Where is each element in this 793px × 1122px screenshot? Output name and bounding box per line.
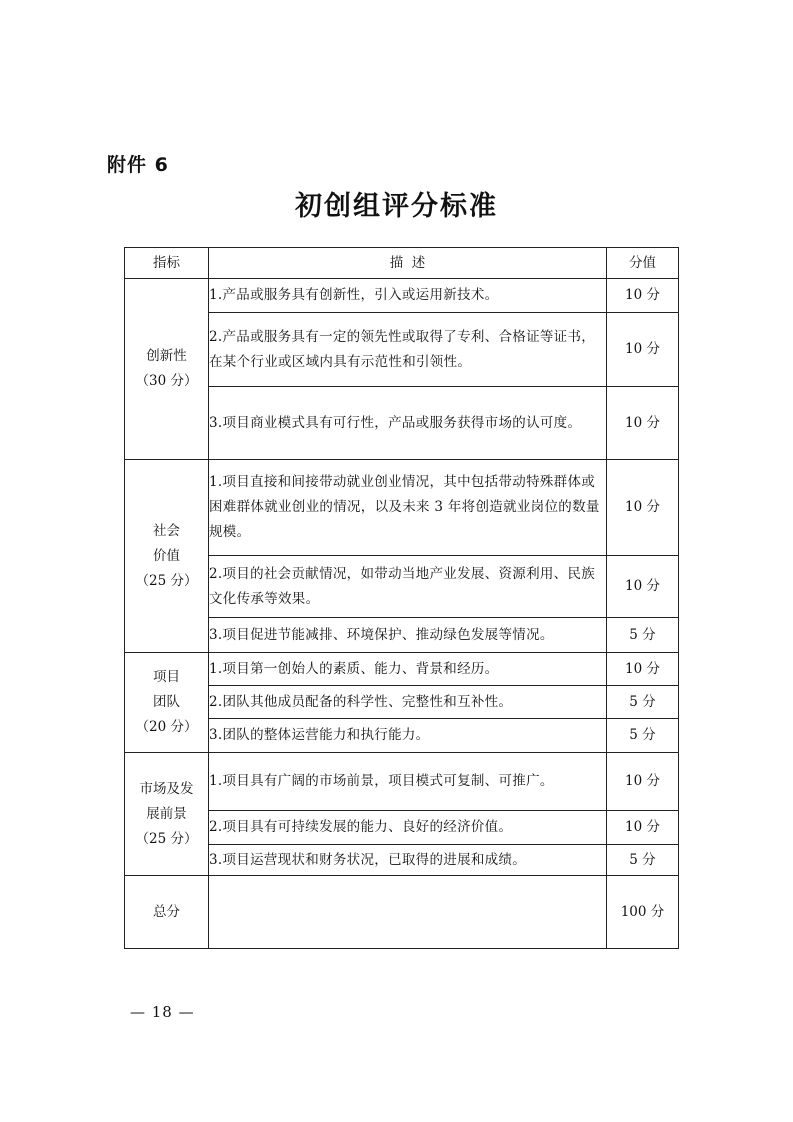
category-line: （25 分） <box>135 830 198 847</box>
table-header-row <box>125 248 679 279</box>
criterion-score: 10 分 <box>607 653 679 686</box>
criterion-description: 1.产品或服务具有创新性，引入或运用新技术。 <box>209 279 607 313</box>
category-line: 价值 <box>153 547 180 564</box>
category-line: 社会 <box>153 522 180 539</box>
criterion-score: 10 分 <box>607 753 679 811</box>
criterion-score: 10 分 <box>607 460 679 556</box>
criterion-description: 1.项目第一创始人的素质、能力、背景和经历。 <box>209 653 607 686</box>
criterion-score: 5 分 <box>607 719 679 753</box>
total-row <box>125 876 679 949</box>
category-line: 项目 <box>153 669 180 685</box>
criterion-score: 5 分 <box>607 845 679 876</box>
criterion-description: 2.产品或服务具有一定的领先性或取得了专利、合格证等证书，在某个行业或区域内具有示范性和引领性。 <box>209 313 607 387</box>
criterion-score: 10 分 <box>607 279 679 313</box>
table-row <box>125 753 679 811</box>
category-market-prospects <box>125 753 209 876</box>
table-row <box>125 618 679 653</box>
criterion-description: 1.项目具有广阔的市场前景，项目模式可复制、可推广。 <box>209 753 607 811</box>
category-social-value <box>125 460 209 653</box>
criterion-score: 5 分 <box>607 618 679 653</box>
criterion-description: 3.团队的整体运营能力和执行能力。 <box>209 719 607 753</box>
category-line: 创新性 <box>146 348 187 364</box>
header-indicator: 指标 <box>125 248 209 279</box>
table-row <box>125 279 679 313</box>
category-project-team <box>125 653 209 753</box>
total-description <box>209 876 607 949</box>
table-row <box>125 556 679 618</box>
total-score: 100 分 <box>607 876 679 949</box>
criterion-description: 1.项目直接和间接带动就业创业情况，其中包括带动特殊群体或困难群体就业创业的情况，以及未来 3 年将创造就业岗位的数量规模。 <box>209 460 607 556</box>
attachment-label: 附件 6 <box>107 154 169 176</box>
criterion-description: 3.项目运营现状和财务状况，已取得的进展和成绩。 <box>209 845 607 876</box>
table-row <box>125 460 679 556</box>
category-line: （25 分） <box>135 572 198 589</box>
table-row <box>125 653 679 686</box>
criterion-score: 10 分 <box>607 313 679 387</box>
criterion-description: 3.项目商业模式具有可行性，产品或服务获得市场的认可度。 <box>209 387 607 460</box>
table-row <box>125 845 679 876</box>
header-score: 分值 <box>607 248 679 279</box>
criterion-description: 2.项目的社会贡献情况，如带动当地产业发展、资源利用、民族文化传承等效果。 <box>209 556 607 618</box>
table-row <box>125 313 679 387</box>
criterion-score: 5 分 <box>607 686 679 719</box>
document-title: 初创组评分标准 <box>295 191 498 222</box>
criterion-description: 2.项目具有可持续发展的能力、良好的经济价值。 <box>209 811 607 845</box>
header-description: 描 述 <box>209 248 607 279</box>
category-line: （30 分） <box>135 373 198 389</box>
table-row <box>125 719 679 753</box>
criterion-description: 3.项目促进节能减排、环境保护、推动绿色发展等情况。 <box>209 618 607 653</box>
scoring-table <box>124 247 679 949</box>
table-row <box>125 811 679 845</box>
category-line: （20 分） <box>135 719 198 735</box>
category-line: 市场及发 <box>139 780 194 797</box>
category-innovation <box>125 279 209 460</box>
criterion-score: 10 分 <box>607 811 679 845</box>
category-line: 团队 <box>153 694 180 710</box>
criterion-description: 2.团队其他成员配备的科学性、完整性和互补性。 <box>209 686 607 719</box>
criterion-score: 10 分 <box>607 556 679 618</box>
page-number: — 18 — <box>130 1003 195 1021</box>
total-label: 总分 <box>125 876 209 949</box>
category-line: 展前景 <box>146 805 187 822</box>
table-row <box>125 686 679 719</box>
criterion-score: 10 分 <box>607 387 679 460</box>
table-row <box>125 387 679 460</box>
